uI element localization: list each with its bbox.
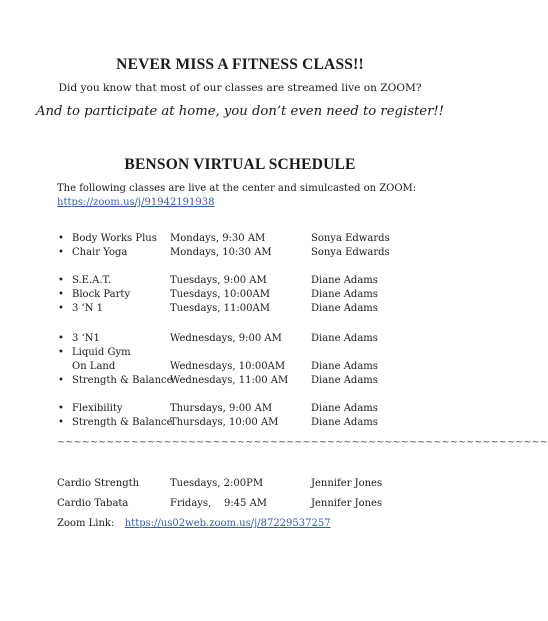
class-name: Strength & Balance xyxy=(72,417,173,428)
class-time: Tuesdays, 2:00PM xyxy=(170,478,264,489)
class-time: Thursdays, 10:00 AM xyxy=(170,417,279,428)
bullet-icon: • xyxy=(58,347,64,358)
page-title: NEVER MISS A FITNESS CLASS!! xyxy=(116,56,364,73)
class-name: 3 ‘N 1 xyxy=(72,303,104,314)
class-name: Chair Yoga xyxy=(72,247,128,258)
class-time: Wednesdays, 10:00AM xyxy=(170,361,286,372)
class-instructor: Diane Adams xyxy=(311,361,378,372)
class-instructor: Diane Adams xyxy=(311,333,378,344)
bullet-icon: • xyxy=(58,417,64,428)
class-instructor: Jennifer Jones xyxy=(311,478,383,489)
class-time: Thursdays, 9:00 AM xyxy=(170,403,273,414)
bullet-icon: • xyxy=(58,247,64,258)
class-time: Tuesdays, 10:00AM xyxy=(170,289,270,300)
class-instructor: Diane Adams xyxy=(311,303,378,314)
class-time: Tuesdays, 11:00AM xyxy=(170,303,270,314)
class-time: Fridays, 9:45 AM xyxy=(170,498,268,509)
class-instructor: Sonya Edwards xyxy=(311,233,390,244)
zoom-link-line xyxy=(57,518,331,529)
class-instructor: Diane Adams xyxy=(311,403,378,414)
bullet-icon: • xyxy=(58,375,64,386)
class-instructor: Diane Adams xyxy=(311,417,378,428)
register-note: And to participate at home, you don’t even need to register!! xyxy=(36,104,444,119)
schedule-description: The following classes are live at the center and simulcasted on ZOOM: xyxy=(57,183,417,194)
class-time: Tuesdays, 9:00 AM xyxy=(170,275,267,286)
intro-text: Did you know that most of our classes are streamed live on ZOOM? xyxy=(58,82,422,94)
class-name: 3 ‘N1 xyxy=(72,333,100,344)
class-instructor: Jennifer Jones xyxy=(311,498,383,509)
class-name: Liquid Gym xyxy=(72,347,131,358)
class-name: On Land xyxy=(72,361,116,372)
class-time: Mondays, 10:30 AM xyxy=(170,247,272,258)
bullet-icon: • xyxy=(58,403,64,414)
bullet-icon: • xyxy=(58,275,64,286)
class-instructor: Diane Adams xyxy=(311,375,378,386)
class-name: Flexibility xyxy=(72,403,123,414)
class-name: Block Party xyxy=(72,289,131,300)
schedule-title: BENSON VIRTUAL SCHEDULE xyxy=(124,156,356,173)
class-time: Wednesdays, 9:00 AM xyxy=(170,333,282,344)
bullet-icon: • xyxy=(58,333,64,344)
schedule-link-line xyxy=(57,197,215,208)
schedule-zoom-link[interactable]: https://zoom.us/j/91942191938 xyxy=(57,197,215,208)
section-separator: ~~~~~~~~~~~~~~~~~~~~~~~~~~~~~~~~~~~~~~~~~~~~~~~~~~~~~~~~~~~~ xyxy=(57,437,548,448)
class-name: S.E.A.T. xyxy=(72,275,111,286)
zoom-link-label: Zoom Link: xyxy=(57,518,115,529)
class-name: Cardio Tabata xyxy=(57,498,129,509)
class-name: Cardio Strength xyxy=(57,478,140,489)
second-zoom-link[interactable]: https://us02web.zoom.us/j/87229537257 xyxy=(124,518,331,529)
class-name: Body Works Plus xyxy=(72,233,157,244)
class-instructor: Sonya Edwards xyxy=(311,247,390,258)
class-time: Wednesdays, 11:00 AM xyxy=(170,375,289,386)
bullet-icon: • xyxy=(58,233,64,244)
bullet-icon: • xyxy=(58,303,64,314)
class-instructor: Diane Adams xyxy=(311,275,378,286)
class-instructor: Diane Adams xyxy=(311,289,378,300)
class-time: Mondays, 9:30 AM xyxy=(170,233,266,244)
bullet-icon: • xyxy=(58,289,64,300)
class-name: Strength & Balance xyxy=(72,375,173,386)
